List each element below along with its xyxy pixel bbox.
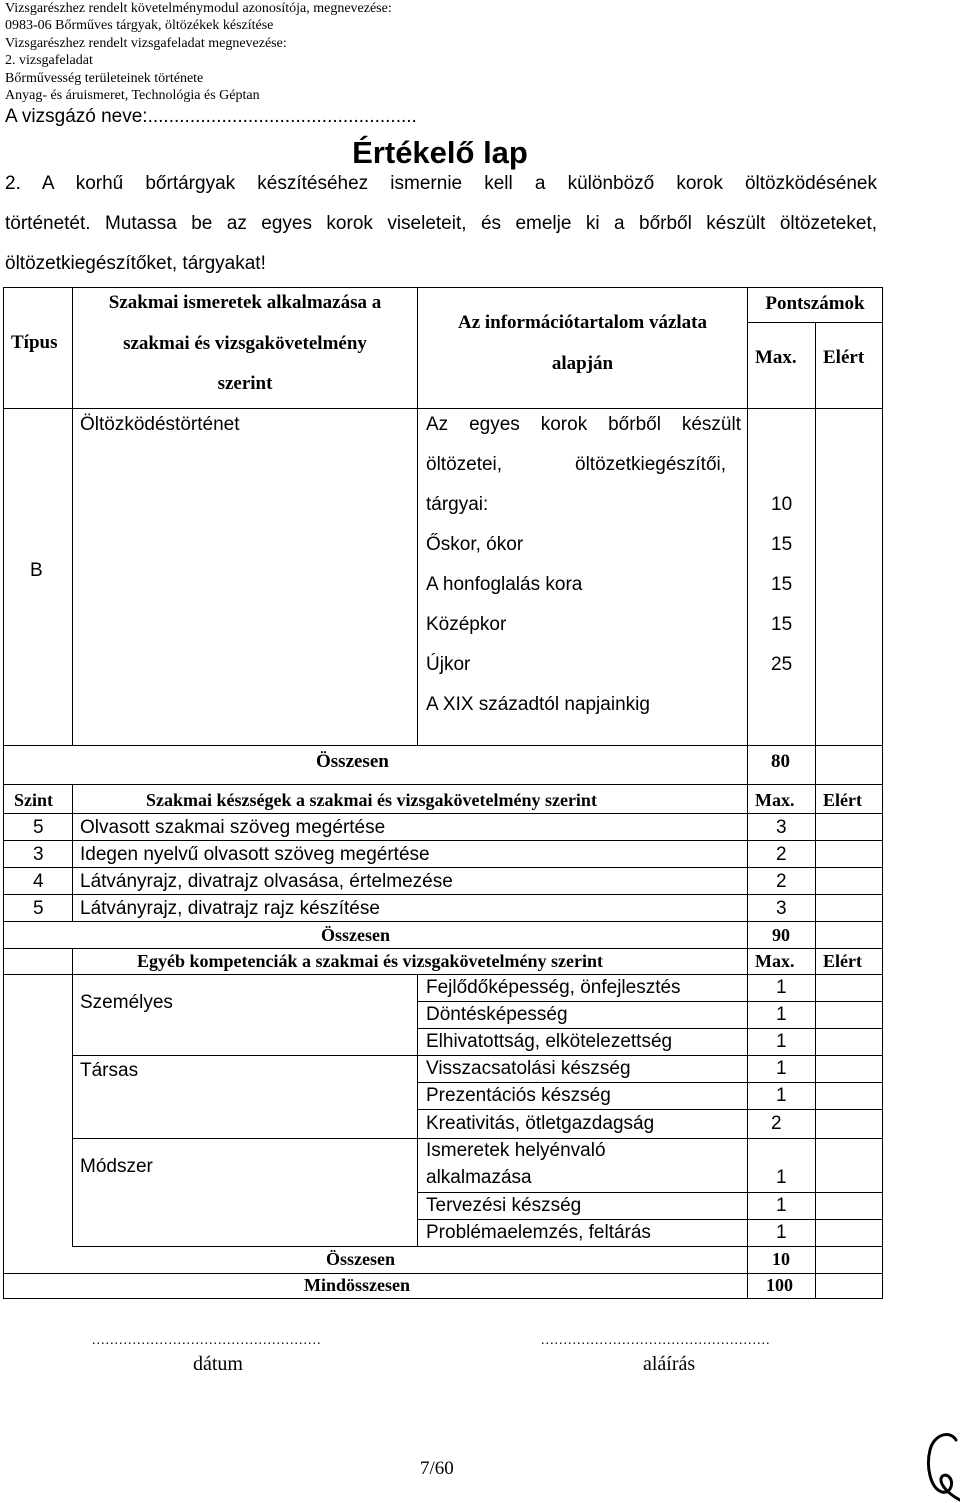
column-header-type: Típus xyxy=(11,332,58,353)
examinee-name-field: A vizsgázó neve:................................................... xyxy=(5,106,417,127)
outline-intro-line-2b: öltözetkiegészítői, xyxy=(575,454,727,475)
column-header-max: Max. xyxy=(755,951,795,971)
header-task-number: 2. vizsgafeladat xyxy=(5,53,93,68)
skill-max: 3 xyxy=(776,817,787,838)
date-label: dátum xyxy=(193,1353,243,1375)
outline-item-max: 25 xyxy=(771,654,793,675)
competency-label: Prezentációs készség xyxy=(426,1085,611,1106)
competency-max: 1 xyxy=(776,1085,787,1106)
competency-max: 1 xyxy=(776,1004,787,1025)
outline-item-max: 10 xyxy=(771,494,793,515)
outline-item: A XIX századtól napjainkig xyxy=(426,694,650,715)
competencies-total-value: 10 xyxy=(772,1249,790,1269)
column-header-skills: Szakmai készségek a szakmai és vizsgakövetelmény szerint xyxy=(146,790,597,810)
competency-label: Problémaelemzés, feltárás xyxy=(426,1222,651,1243)
competency-max: 2 xyxy=(771,1113,782,1134)
header-subjects: Anyag- és áruismeret, Technológia és Géptan xyxy=(5,88,260,103)
header-module-label: Vizsgarészhez rendelt követelménymodul azonosítója, megnevezése: xyxy=(5,1,392,16)
column-header-points: Pontszámok xyxy=(765,293,865,314)
signature-dotted-line: ................................................... xyxy=(541,1333,771,1348)
competency-label: Kreativitás, ötletgazdagság xyxy=(426,1113,655,1134)
task-text-line-3: öltözetkiegészítőket, tárgyakat! xyxy=(5,253,266,274)
outline-item-max: 15 xyxy=(771,534,793,555)
competency-label: Visszacsatolási készség xyxy=(426,1058,631,1079)
skill-label: Idegen nyelvű olvasott szöveg megértése xyxy=(80,844,430,865)
skill-max: 3 xyxy=(776,898,787,919)
outline-item: A honfoglalás kora xyxy=(426,574,583,595)
column-header-achieved: Elért xyxy=(823,951,862,971)
group-method: Módszer xyxy=(80,1156,153,1177)
total-label: Összesen xyxy=(316,751,389,772)
column-header-achieved: Elért xyxy=(823,347,865,368)
skill-max: 2 xyxy=(776,871,787,892)
competency-max: 1 xyxy=(776,1222,787,1243)
competency-label: Fejlődőképesség, önfejlesztés xyxy=(426,977,681,998)
competency-max: 1 xyxy=(776,1058,787,1079)
group-personal: Személyes xyxy=(80,992,173,1013)
skill-label: Látványrajz, divatrajz rajz készítése xyxy=(80,898,380,919)
competency-label: Ismeretek helyénvaló xyxy=(426,1140,606,1161)
column-header-knowledge-3: szerint xyxy=(217,373,273,394)
header-task-name: Bőrművesség területeinek története xyxy=(5,71,204,86)
column-header-outline-2: alapján xyxy=(551,353,614,374)
page-number: 7/60 xyxy=(420,1458,454,1479)
group-social: Társas xyxy=(80,1060,139,1081)
type-value: B xyxy=(30,560,43,581)
task-text-line-1: 2. A korhű bőrtárgyak készítéséhez ismernie kell a különböző korok öltözködésének xyxy=(5,173,877,194)
date-dotted-line: ................................................... xyxy=(92,1333,322,1348)
column-header-achieved: Elért xyxy=(823,790,862,810)
competency-max: 1 xyxy=(776,1195,787,1216)
competency-label: Döntésképesség xyxy=(426,1004,568,1025)
column-header-knowledge-2: szakmai és vizsgakövetelmény xyxy=(123,333,367,354)
grand-total-label: Mindösszesen xyxy=(304,1275,411,1295)
column-header-max: Max. xyxy=(755,347,797,368)
header-task-label: Vizsgarészhez rendelt vizsgafeladat megnevezése: xyxy=(5,36,287,51)
topic-value: Öltözködéstörténet xyxy=(80,414,240,435)
page-title: Értékelő lap xyxy=(352,135,528,170)
competency-max: 1 xyxy=(776,977,787,998)
competency-max: 1 xyxy=(776,1167,787,1188)
grand-total-value: 100 xyxy=(766,1275,793,1295)
skills-total-value: 90 xyxy=(772,925,790,945)
skills-total-label: Összesen xyxy=(321,925,390,945)
column-header-max: Max. xyxy=(755,790,795,810)
outline-intro-line-2a: öltözetei, xyxy=(426,454,503,475)
column-header-level: Szint xyxy=(14,790,54,810)
outline-intro-line-1: Az egyes korok bőrből készült xyxy=(426,414,741,435)
outline-item: Középkor xyxy=(426,614,507,635)
competency-label: Tervezési készség xyxy=(426,1195,582,1216)
competencies-total-label: Összesen xyxy=(326,1249,395,1269)
column-header-competencies: Egyéb kompetenciák a szakmai és vizsgakövetelmény szerint xyxy=(137,951,603,971)
total-value: 80 xyxy=(771,751,790,772)
skill-level: 3 xyxy=(33,844,44,865)
outline-item: Őskor, ókor xyxy=(426,534,524,555)
handwritten-signature-icon xyxy=(920,1428,960,1503)
outline-item: Újkor xyxy=(426,654,471,675)
signature-label: aláírás xyxy=(643,1353,696,1375)
column-header-outline-1: Az információtartalom vázlata xyxy=(457,312,708,333)
header-module-name: 0983-06 Bőrműves tárgyak, öltözékek készítése xyxy=(5,18,274,33)
skill-max: 2 xyxy=(776,844,787,865)
task-text-line-2: történetét. Mutassa be az egyes korok viseleteit, és emelje ki a bőrből készült öltözeteket, xyxy=(5,213,877,234)
outline-item: tárgyai: xyxy=(426,494,489,515)
outline-item-max: 15 xyxy=(771,574,793,595)
competency-max: 1 xyxy=(776,1031,787,1052)
skill-level: 5 xyxy=(33,898,44,919)
skill-label: Látványrajz, divatrajz olvasása, értelmezése xyxy=(80,871,453,892)
competency-label: Elhivatottság, elkötelezettség xyxy=(426,1031,673,1052)
outline-item-max: 15 xyxy=(771,614,793,635)
column-header-knowledge-1: Szakmai ismeretek alkalmazása a xyxy=(108,292,382,313)
skill-level: 4 xyxy=(33,871,44,892)
skill-level: 5 xyxy=(33,817,44,838)
skill-label: Olvasott szakmai szöveg megértése xyxy=(80,817,386,838)
competency-label: alkalmazása xyxy=(426,1167,532,1188)
